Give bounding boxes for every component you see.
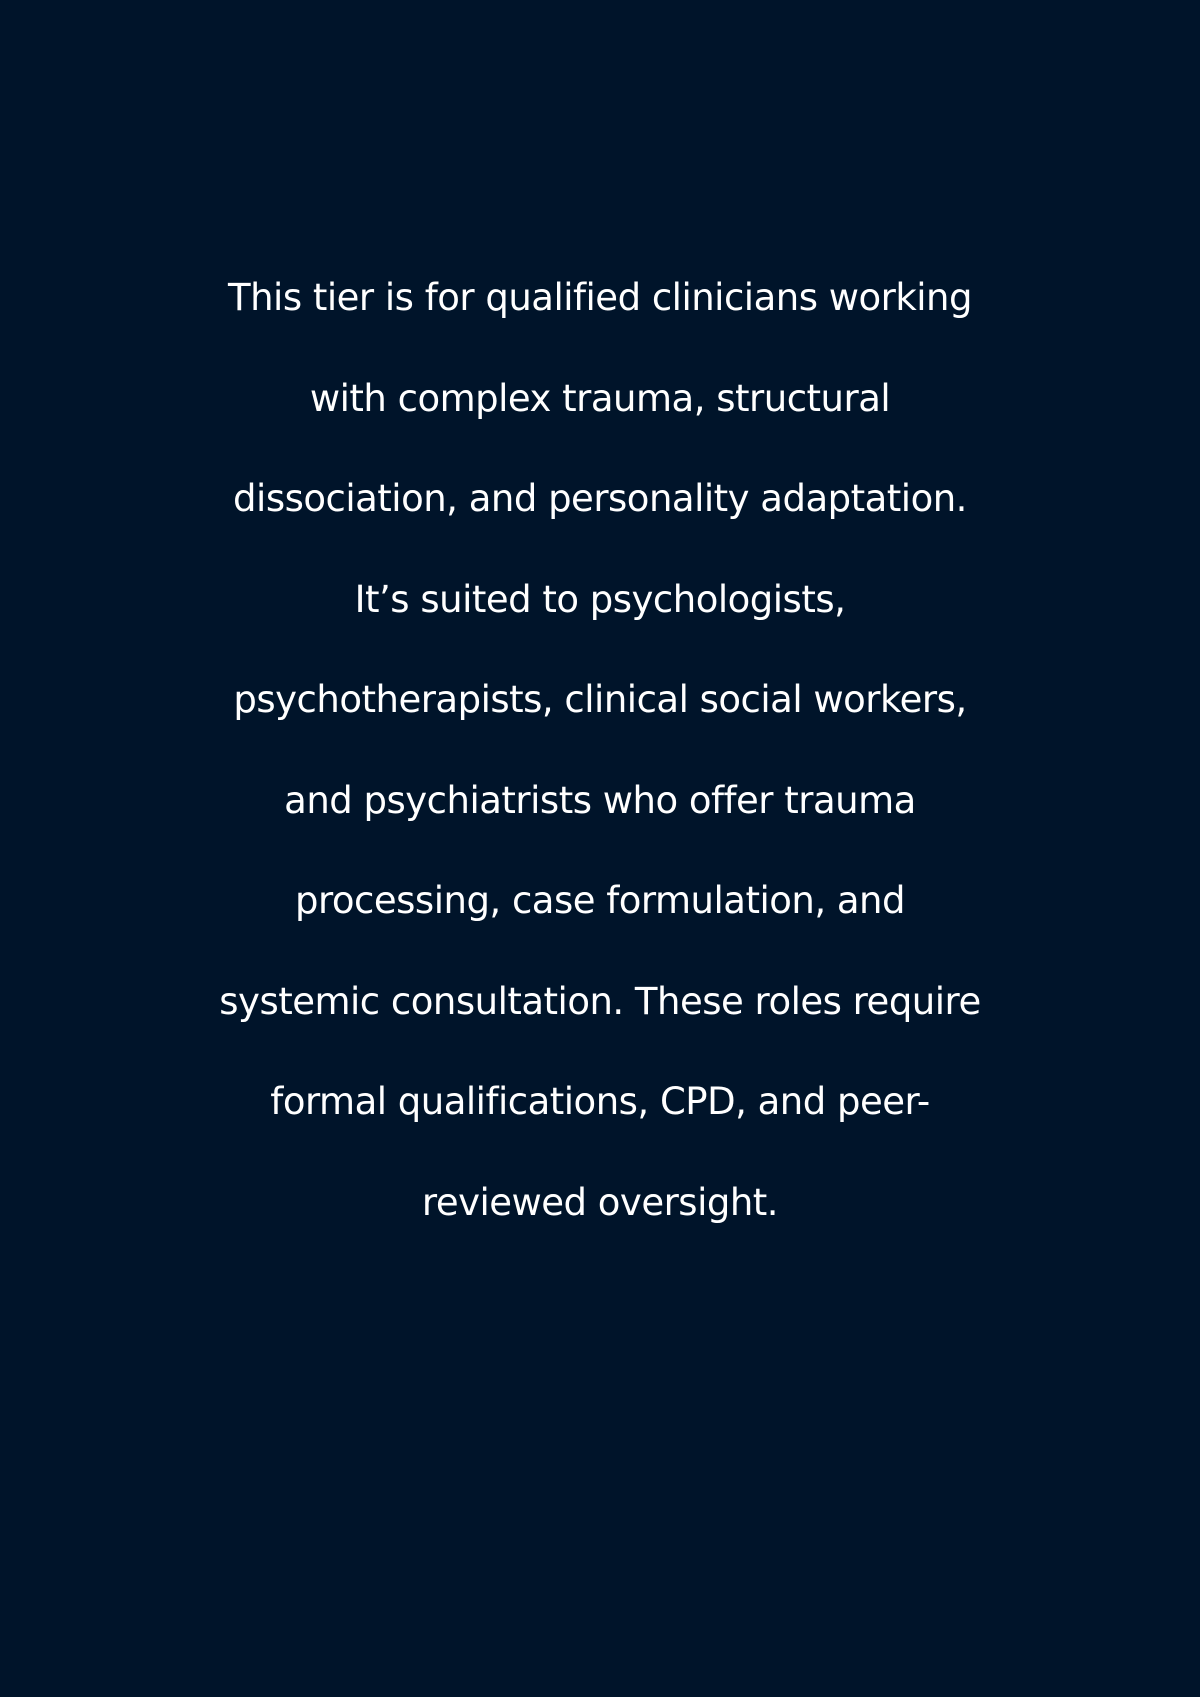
description-line: This tier is for qualified clinicians working xyxy=(227,276,972,319)
description-line: dissociation, and personality adaptation. xyxy=(233,477,967,520)
description-line: It’s suited to psychologists, xyxy=(354,577,846,621)
description-line: and psychiatrists who offer trauma xyxy=(284,778,916,822)
description-line: formal qualifications, CPD, and peer- xyxy=(270,1080,930,1123)
description-line: psychotherapists, clinical social workers, xyxy=(233,678,967,721)
description-line: processing, case formulation, and xyxy=(295,879,905,922)
tier-description xyxy=(0,248,1200,1253)
description-line: systemic consultation. These roles require xyxy=(219,979,981,1023)
description-line: with complex trauma, structural xyxy=(309,376,891,420)
description-line: reviewed oversight. xyxy=(421,1180,779,1224)
